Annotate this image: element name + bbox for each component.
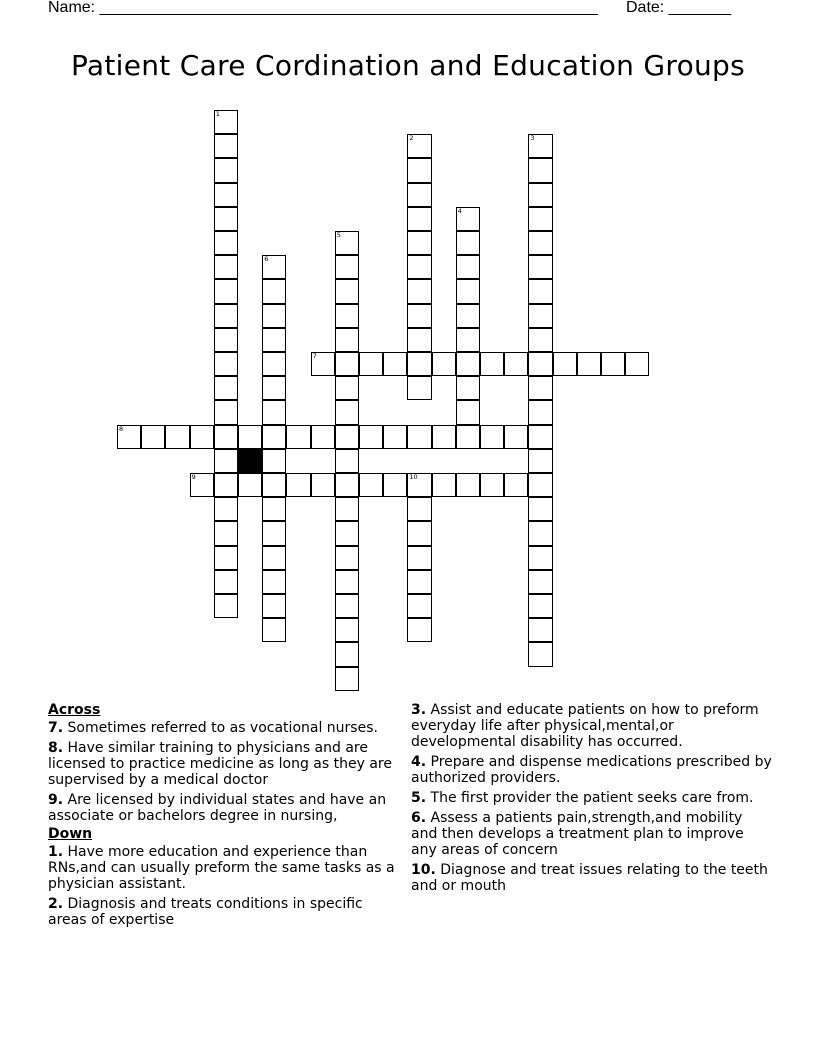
crossword-cell[interactable] (432, 425, 456, 449)
crossword-cell[interactable] (335, 642, 359, 666)
crossword-cell[interactable] (407, 473, 431, 497)
crossword-cell[interactable] (335, 667, 359, 691)
cell-number: 4 (457, 206, 462, 215)
crossword-cell[interactable] (407, 546, 431, 570)
crossword-cell[interactable] (262, 521, 286, 545)
crossword-cell[interactable] (528, 328, 552, 352)
down-heading: Down (48, 826, 93, 842)
crossword-cell[interactable] (407, 570, 431, 594)
crossword-cell[interactable] (407, 279, 431, 303)
crossword-cell[interactable] (407, 231, 431, 255)
crossword-cell[interactable] (528, 231, 552, 255)
clues-right-column (411, 702, 773, 898)
crossword-cell[interactable] (480, 473, 504, 497)
crossword-cell[interactable] (262, 497, 286, 521)
clue-text: Sometimes referred to as vocational nurses. (67, 720, 378, 736)
clue-across-7 (48, 720, 400, 736)
cell-number: 5 (336, 231, 341, 239)
crossword-cell[interactable] (335, 328, 359, 352)
crossword-cell[interactable] (214, 207, 238, 231)
clue-number: 4. (411, 754, 427, 770)
clue-number: 2. (48, 896, 64, 912)
crossword-cell[interactable] (577, 352, 601, 376)
clue-across-9 (48, 792, 400, 824)
crossword-cell[interactable] (262, 376, 286, 400)
crossword-cell[interactable] (262, 594, 286, 618)
crossword-cell[interactable] (262, 570, 286, 594)
crossword-cell[interactable] (383, 352, 407, 376)
crossword-cell[interactable] (214, 279, 238, 303)
clue-down-2 (48, 896, 400, 928)
crossword-cell[interactable] (456, 352, 480, 376)
crossword-cell[interactable] (214, 546, 238, 570)
cell-number: 3 (530, 134, 535, 143)
crossword-cell[interactable] (407, 352, 431, 376)
clue-text: Diagnosis and treats conditions in specific areas of expertise (48, 896, 363, 928)
crossword-cell[interactable] (528, 376, 552, 400)
crossword-cell[interactable] (214, 134, 238, 158)
crossword-cell[interactable] (141, 425, 165, 449)
clues-left-column (48, 702, 400, 932)
crossword-cell[interactable] (504, 473, 528, 497)
crossword-cell[interactable] (407, 183, 431, 207)
crossword-cell[interactable] (504, 352, 528, 376)
crossword-cell[interactable] (528, 279, 552, 303)
clue-number: 1. (48, 844, 64, 860)
clue-text: Have similar training to physicians and are licensed to practice medicine as long as they are supervised by a medical doctor (48, 740, 392, 788)
crossword-cell[interactable] (262, 618, 286, 642)
clue-text: Assess a patients pain,strength,and mobility and then develops a treatment plan to improve any areas of concern (411, 810, 744, 858)
crossword-cell[interactable] (286, 473, 310, 497)
crossword-cell[interactable] (456, 304, 480, 328)
crossword-cell[interactable] (335, 376, 359, 400)
crossword-cell[interactable] (214, 473, 238, 497)
crossword-cell[interactable] (262, 304, 286, 328)
crossword-cell[interactable] (528, 618, 552, 642)
across-clue-list (48, 720, 400, 824)
cell-number: 1 (215, 110, 220, 118)
crossword-cell[interactable] (335, 594, 359, 618)
clue-number: 6. (411, 810, 427, 826)
crossword-cell[interactable] (311, 352, 335, 376)
crossword-cell[interactable] (528, 473, 552, 497)
crossword-cell[interactable] (407, 497, 431, 521)
crossword-cell[interactable] (335, 231, 359, 255)
clue-down-3 (411, 702, 773, 750)
crossword-cell[interactable] (407, 158, 431, 182)
crossword-cell[interactable] (407, 207, 431, 231)
cell-number: 10 (409, 473, 418, 481)
crossword-cell[interactable] (625, 352, 649, 376)
crossword-cell[interactable] (504, 425, 528, 449)
crossword-cell[interactable] (528, 546, 552, 570)
crossword-cell[interactable] (214, 521, 238, 545)
crossword-cell[interactable] (456, 255, 480, 279)
clue-text: Diagnose and treat issues relating to the teeth and or mouth (411, 862, 768, 894)
cell-number: 2 (409, 134, 414, 143)
clue-down-10 (411, 862, 773, 894)
crossword-cell[interactable] (528, 183, 552, 207)
crossword-cell[interactable] (335, 497, 359, 521)
crossword-cell[interactable] (335, 425, 359, 449)
crossword-cell[interactable] (528, 352, 552, 376)
crossword-cell[interactable] (407, 521, 431, 545)
crossword-cell[interactable] (238, 425, 262, 449)
crossword-cell[interactable] (335, 473, 359, 497)
crossword-cell[interactable] (335, 449, 359, 473)
clue-number: 9. (48, 792, 64, 808)
date-field-label: Date: _______ (626, 0, 731, 16)
clue-number: 7. (48, 720, 64, 736)
crossword-cell[interactable] (456, 376, 480, 400)
crossword-cell[interactable] (553, 352, 577, 376)
crossword-cell[interactable] (214, 594, 238, 618)
clue-number: 10. (411, 862, 436, 878)
crossword-cell[interactable] (432, 352, 456, 376)
crossword-cell[interactable] (407, 134, 431, 158)
crossword-cell[interactable] (190, 473, 214, 497)
crossword-cell[interactable] (214, 425, 238, 449)
crossword-cell[interactable] (335, 570, 359, 594)
crossword-cell[interactable] (359, 473, 383, 497)
crossword-cell[interactable] (262, 473, 286, 497)
crossword-cell[interactable] (335, 400, 359, 424)
crossword-cell[interactable] (262, 425, 286, 449)
crossword-cell[interactable] (528, 642, 552, 666)
crossword-cell[interactable] (335, 521, 359, 545)
crossword-cell[interactable] (407, 618, 431, 642)
crossword-cell[interactable] (335, 546, 359, 570)
clue-text: Have more education and experience than RNs,and can usually preform the same tasks as a physician assistant. (48, 844, 395, 892)
crossword-cell[interactable] (528, 594, 552, 618)
across-heading: Across (48, 702, 101, 718)
crossword-cell[interactable] (214, 497, 238, 521)
crossword-cell[interactable] (214, 255, 238, 279)
clue-down-5 (411, 790, 773, 806)
crossword-cell[interactable] (335, 352, 359, 376)
crossword-cell[interactable] (528, 134, 552, 158)
cell-number: 8 (119, 424, 124, 433)
crossword-cell[interactable] (214, 231, 238, 255)
crossword-cell[interactable] (335, 279, 359, 303)
clue-text: The first provider the patient seeks care from. (430, 790, 754, 806)
cell-number: 6 (264, 255, 269, 264)
clue-text: Assist and educate patients on how to preform everyday life after physical,mental,or developmental disability has occurred. (411, 702, 759, 750)
crossword-cell[interactable] (238, 473, 262, 497)
crossword-cell[interactable] (190, 425, 214, 449)
crossword-cell[interactable] (407, 594, 431, 618)
crossword-cell[interactable] (528, 304, 552, 328)
clue-down-4 (411, 754, 773, 786)
crossword-cell[interactable] (407, 255, 431, 279)
crossword-cell[interactable] (214, 183, 238, 207)
crossword-cell[interactable] (528, 425, 552, 449)
crossword-cell[interactable] (214, 328, 238, 352)
down-clue-list (48, 844, 400, 928)
crossword-cell[interactable] (214, 376, 238, 400)
cell-number: 7 (312, 352, 317, 360)
clue-number: 8. (48, 740, 64, 756)
crossword-black-cell (238, 449, 262, 473)
crossword-cell[interactable] (335, 304, 359, 328)
crossword-cell[interactable] (383, 473, 407, 497)
crossword-cell[interactable] (480, 425, 504, 449)
crossword-cell[interactable] (528, 449, 552, 473)
crossword-cell[interactable] (262, 546, 286, 570)
crossword-cell[interactable] (214, 570, 238, 594)
crossword-cell[interactable] (456, 231, 480, 255)
crossword-cell[interactable] (214, 400, 238, 424)
crossword-cell[interactable] (528, 255, 552, 279)
crossword-cell[interactable] (214, 110, 238, 134)
crossword-cell[interactable] (528, 207, 552, 231)
crossword-cell[interactable] (311, 473, 335, 497)
crossword-cell[interactable] (432, 473, 456, 497)
crossword-cell[interactable] (359, 425, 383, 449)
clue-down-1 (48, 844, 400, 892)
crossword-cell[interactable] (359, 352, 383, 376)
crossword-cell[interactable] (480, 352, 504, 376)
crossword-cell[interactable] (286, 425, 310, 449)
crossword-cell[interactable] (262, 352, 286, 376)
crossword-cell[interactable] (262, 279, 286, 303)
crossword-cell[interactable] (456, 400, 480, 424)
crossword-cell[interactable] (407, 425, 431, 449)
crossword-cell[interactable] (528, 400, 552, 424)
clue-text: Are licensed by individual states and have an associate or bachelors degree in nursing, (48, 792, 387, 824)
crossword-cell[interactable] (262, 400, 286, 424)
name-field-label: Name: ________________________________________________________ (48, 0, 598, 16)
crossword-cell[interactable] (528, 497, 552, 521)
clue-text: Prepare and dispense medications prescribed by authorized providers. (411, 754, 772, 786)
crossword-cell[interactable] (456, 473, 480, 497)
crossword-cell[interactable] (335, 618, 359, 642)
crossword-cell[interactable] (383, 425, 407, 449)
crossword-cell[interactable] (407, 328, 431, 352)
crossword-cell[interactable] (407, 304, 431, 328)
crossword-cell[interactable] (214, 304, 238, 328)
crossword-cell[interactable] (456, 207, 480, 231)
clue-down-6 (411, 810, 773, 858)
crossword-cell[interactable] (117, 425, 141, 449)
crossword-cell[interactable] (214, 352, 238, 376)
crossword-cell[interactable] (262, 449, 286, 473)
crossword-cell[interactable] (528, 521, 552, 545)
crossword-cell[interactable] (456, 279, 480, 303)
crossword-cell[interactable] (335, 255, 359, 279)
clue-number: 3. (411, 702, 427, 718)
crossword-cell[interactable] (214, 449, 238, 473)
crossword-cell[interactable] (214, 158, 238, 182)
crossword-cell[interactable] (262, 328, 286, 352)
crossword-cell[interactable] (528, 158, 552, 182)
crossword-cell[interactable] (456, 425, 480, 449)
page-title: Patient Care Cordination and Education Groups (70, 49, 746, 82)
crossword-cell[interactable] (407, 376, 431, 400)
clue-number: 5. (411, 790, 427, 806)
crossword-cell[interactable] (311, 425, 335, 449)
crossword-cell[interactable] (456, 328, 480, 352)
crossword-cell[interactable] (262, 255, 286, 279)
crossword-cell[interactable] (528, 570, 552, 594)
crossword-cell[interactable] (601, 352, 625, 376)
clue-across-8 (48, 740, 400, 788)
crossword-cell[interactable] (165, 425, 189, 449)
cell-number: 9 (191, 473, 196, 481)
